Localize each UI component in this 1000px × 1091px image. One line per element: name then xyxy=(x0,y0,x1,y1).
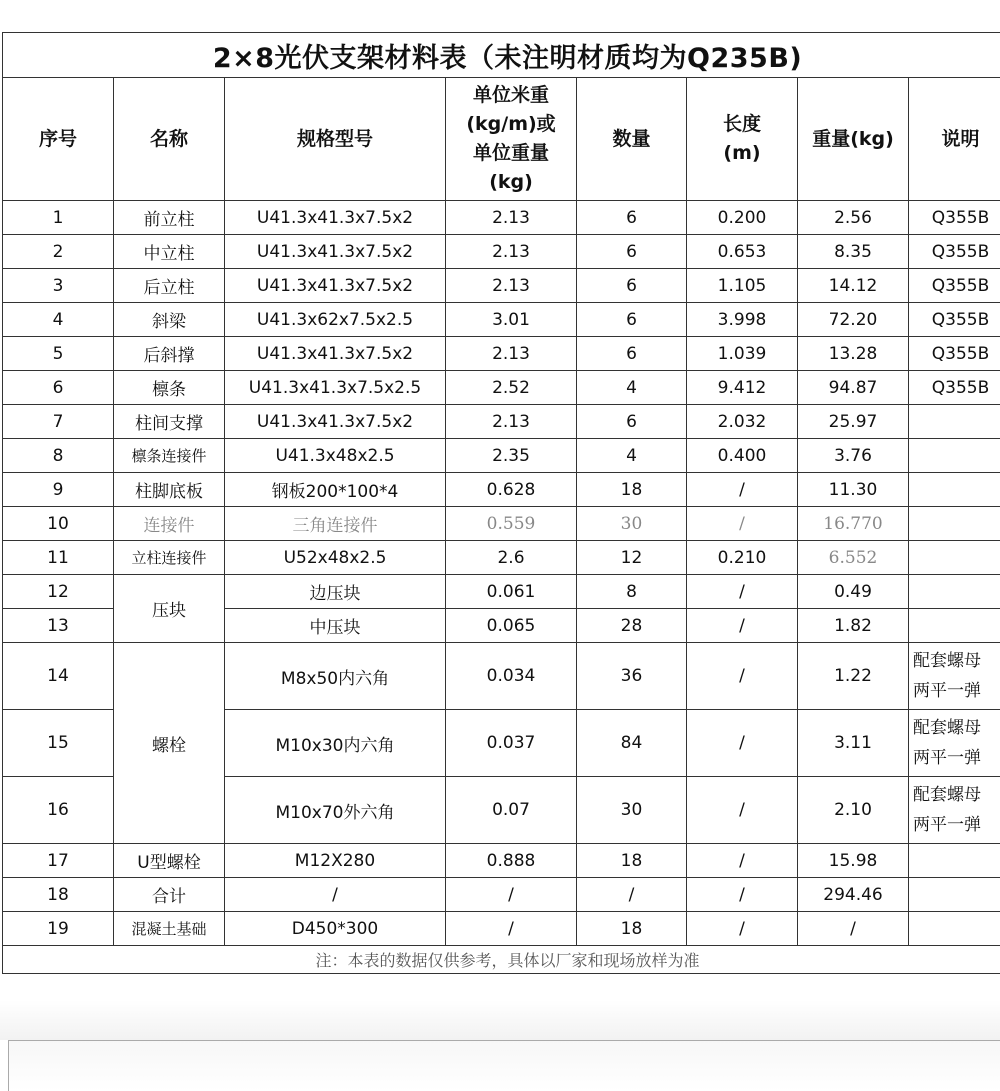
cell-weight: / xyxy=(798,912,909,946)
table-row xyxy=(3,643,1000,710)
cell-qty: 30 xyxy=(577,777,687,844)
cell-length: / xyxy=(687,609,798,643)
table-row xyxy=(3,371,1000,405)
cell-seq: 14 xyxy=(3,643,114,710)
cell-qty: 28 xyxy=(577,609,687,643)
cell-spec: U41.3x41.3x7.5x2 xyxy=(225,201,446,235)
cell-unit: 0.888 xyxy=(446,844,577,878)
cell-weight: 2.56 xyxy=(798,201,909,235)
cell-name: 后立柱 xyxy=(114,269,225,303)
cell-note: Q355B xyxy=(909,337,1000,371)
cell-name: 斜梁 xyxy=(114,303,225,337)
cell-qty: 4 xyxy=(577,371,687,405)
cell-spec: D450*300 xyxy=(225,912,446,946)
cell-name: 檩条 xyxy=(114,371,225,405)
header-unit-weight-line1: 单位米重 xyxy=(446,81,576,110)
cell-length: / xyxy=(687,473,798,507)
table-row xyxy=(3,235,1000,269)
header-spec: 规格型号 xyxy=(225,78,446,201)
cell-weight: 11.30 xyxy=(798,473,909,507)
cell-length: 0.200 xyxy=(687,201,798,235)
table-title: 2×8光伏支架材料表（未注明材质均为Q235B) xyxy=(3,33,1000,78)
cell-unit: 3.01 xyxy=(446,303,577,337)
cell-seq: 3 xyxy=(3,269,114,303)
cell-weight: 6.552 xyxy=(798,541,909,575)
cell-length: / xyxy=(687,844,798,878)
header-length-line2: (m) xyxy=(687,139,797,168)
cell-unit: 0.07 xyxy=(446,777,577,844)
cell-note xyxy=(909,643,1000,710)
cell-seq: 17 xyxy=(3,844,114,878)
cell-qty: 18 xyxy=(577,844,687,878)
table-row xyxy=(3,303,1000,337)
cell-unit: 0.037 xyxy=(446,710,577,777)
cell-unit: 2.13 xyxy=(446,405,577,439)
table-row xyxy=(3,439,1000,473)
cell-qty: 6 xyxy=(577,269,687,303)
cell-qty: 6 xyxy=(577,337,687,371)
table-row xyxy=(3,405,1000,439)
cell-unit: 0.061 xyxy=(446,575,577,609)
cell-unit: 2.13 xyxy=(446,235,577,269)
cell-length: / xyxy=(687,710,798,777)
cell-seq: 19 xyxy=(3,912,114,946)
cell-seq: 16 xyxy=(3,777,114,844)
table-row xyxy=(3,541,1000,575)
cell-length: 3.998 xyxy=(687,303,798,337)
note-line2: 两平一弹 xyxy=(913,810,1000,840)
cell-weight: 14.12 xyxy=(798,269,909,303)
page-gap xyxy=(0,1000,1000,1040)
cell-note xyxy=(909,777,1000,844)
table-row xyxy=(3,507,1000,541)
cell-unit: 0.065 xyxy=(446,609,577,643)
cell-note: Q355B xyxy=(909,269,1000,303)
cell-qty: 18 xyxy=(577,912,687,946)
cell-seq: 4 xyxy=(3,303,114,337)
table-row xyxy=(3,473,1000,507)
cell-spec: 中压块 xyxy=(225,609,446,643)
cell-weight: 2.10 xyxy=(798,777,909,844)
header-row xyxy=(3,78,1000,201)
cell-note xyxy=(909,844,1000,878)
header-unit-weight-line2: (kg/m)或 xyxy=(446,110,576,139)
cell-qty: 12 xyxy=(577,541,687,575)
cell-weight: 1.82 xyxy=(798,609,909,643)
cell-note xyxy=(909,575,1000,609)
cell-note: Q355B xyxy=(909,303,1000,337)
cell-spec: 三角连接件 xyxy=(225,507,446,541)
cell-name: 前立柱 xyxy=(114,201,225,235)
cell-name: 中立柱 xyxy=(114,235,225,269)
cell-weight: 16.770 xyxy=(798,507,909,541)
table-row xyxy=(3,575,1000,609)
cell-seq: 5 xyxy=(3,337,114,371)
cell-qty: 6 xyxy=(577,303,687,337)
cell-unit: 2.13 xyxy=(446,201,577,235)
cell-weight: 72.20 xyxy=(798,303,909,337)
table-row xyxy=(3,269,1000,303)
cell-name: 柱间支撑 xyxy=(114,405,225,439)
note-line2: 两平一弹 xyxy=(913,676,1000,706)
cell-name: U型螺栓 xyxy=(114,844,225,878)
cell-qty: 8 xyxy=(577,575,687,609)
cell-qty: 84 xyxy=(577,710,687,777)
cell-note: Q355B xyxy=(909,201,1000,235)
cell-qty: 30 xyxy=(577,507,687,541)
note-line1: 配套螺母 xyxy=(913,713,1000,743)
header-name: 名称 xyxy=(114,78,225,201)
cell-length: 1.105 xyxy=(687,269,798,303)
cell-weight: 0.49 xyxy=(798,575,909,609)
material-table-sheet xyxy=(2,32,1000,974)
cell-spec: U41.3x48x2.5 xyxy=(225,439,446,473)
cell-unit: 0.628 xyxy=(446,473,577,507)
cell-length: 9.412 xyxy=(687,371,798,405)
cell-note: Q355B xyxy=(909,235,1000,269)
cell-note xyxy=(909,507,1000,541)
cell-spec: U52x48x2.5 xyxy=(225,541,446,575)
table-footnote: 注：本表的数据仅供参考，具体以厂家和现场放样为准 xyxy=(3,946,1000,974)
header-unit-weight xyxy=(446,78,577,201)
cell-length: 0.210 xyxy=(687,541,798,575)
note-line2: 两平一弹 xyxy=(913,743,1000,773)
cell-name: 柱脚底板 xyxy=(114,473,225,507)
table-row xyxy=(3,201,1000,235)
cell-note xyxy=(909,878,1000,912)
table-row xyxy=(3,912,1000,946)
cell-weight: 3.76 xyxy=(798,439,909,473)
cell-spec: U41.3x41.3x7.5x2.5 xyxy=(225,371,446,405)
cell-spec: M8x50内六角 xyxy=(225,643,446,710)
cell-seq: 13 xyxy=(3,609,114,643)
cell-qty: 18 xyxy=(577,473,687,507)
table-row xyxy=(3,337,1000,371)
header-unit-weight-line4: (kg) xyxy=(446,168,576,197)
note-line1: 配套螺母 xyxy=(913,646,1000,676)
cell-weight: 13.28 xyxy=(798,337,909,371)
cell-spec: M12X280 xyxy=(225,844,446,878)
header-length xyxy=(687,78,798,201)
cell-weight: 25.97 xyxy=(798,405,909,439)
cell-qty: 6 xyxy=(577,405,687,439)
next-table-edge xyxy=(8,1040,1000,1091)
cell-unit: 2.52 xyxy=(446,371,577,405)
cell-name: 后斜撑 xyxy=(114,337,225,371)
cell-note xyxy=(909,912,1000,946)
cell-note xyxy=(909,439,1000,473)
cell-unit: / xyxy=(446,912,577,946)
header-length-line1: 长度 xyxy=(687,110,797,139)
cell-note xyxy=(909,609,1000,643)
cell-spec: M10x30内六角 xyxy=(225,710,446,777)
cell-name: 立柱连接件 xyxy=(114,541,225,575)
cell-name-merged: 压块 xyxy=(114,575,225,643)
table-row xyxy=(3,844,1000,878)
cell-weight: 15.98 xyxy=(798,844,909,878)
cell-note xyxy=(909,710,1000,777)
cell-weight: 3.11 xyxy=(798,710,909,777)
material-table xyxy=(2,32,1000,974)
cell-length: 2.032 xyxy=(687,405,798,439)
cell-note xyxy=(909,541,1000,575)
cell-seq: 2 xyxy=(3,235,114,269)
cell-length: / xyxy=(687,912,798,946)
cell-note: Q355B xyxy=(909,371,1000,405)
cell-length: 0.653 xyxy=(687,235,798,269)
cell-seq: 10 xyxy=(3,507,114,541)
cell-unit: 2.13 xyxy=(446,337,577,371)
cell-name: 檩条连接件 xyxy=(114,439,225,473)
cell-unit: 2.6 xyxy=(446,541,577,575)
cell-seq: 15 xyxy=(3,710,114,777)
cell-seq: 9 xyxy=(3,473,114,507)
cell-name: 连接件 xyxy=(114,507,225,541)
cell-spec: M10x70外六角 xyxy=(225,777,446,844)
cell-spec: U41.3x41.3x7.5x2 xyxy=(225,405,446,439)
cell-qty: 6 xyxy=(577,201,687,235)
cell-unit: / xyxy=(446,878,577,912)
cell-unit: 2.13 xyxy=(446,269,577,303)
cell-spec: U41.3x41.3x7.5x2 xyxy=(225,269,446,303)
cell-length: / xyxy=(687,643,798,710)
header-weight: 重量(kg) xyxy=(798,78,909,201)
cell-unit: 0.034 xyxy=(446,643,577,710)
cell-length: / xyxy=(687,777,798,844)
cell-spec: U41.3x41.3x7.5x2 xyxy=(225,235,446,269)
cell-spec: 钢板200*100*4 xyxy=(225,473,446,507)
cell-spec: 边压块 xyxy=(225,575,446,609)
cell-length: / xyxy=(687,878,798,912)
note-line1: 配套螺母 xyxy=(913,780,1000,810)
header-unit-weight-line3: 单位重量 xyxy=(446,139,576,168)
cell-seq: 6 xyxy=(3,371,114,405)
cell-seq: 18 xyxy=(3,878,114,912)
cell-seq: 12 xyxy=(3,575,114,609)
cell-spec: U41.3x41.3x7.5x2 xyxy=(225,337,446,371)
cell-weight: 294.46 xyxy=(798,878,909,912)
cell-spec: / xyxy=(225,878,446,912)
cell-weight: 1.22 xyxy=(798,643,909,710)
cell-spec: U41.3x62x7.5x2.5 xyxy=(225,303,446,337)
cell-qty: / xyxy=(577,878,687,912)
cell-weight: 94.87 xyxy=(798,371,909,405)
cell-unit: 2.35 xyxy=(446,439,577,473)
cell-name: 合计 xyxy=(114,878,225,912)
cell-name-merged: 螺栓 xyxy=(114,643,225,844)
header-seq: 序号 xyxy=(3,78,114,201)
cell-weight: 8.35 xyxy=(798,235,909,269)
header-qty: 数量 xyxy=(577,78,687,201)
cell-unit: 0.559 xyxy=(446,507,577,541)
cell-length: / xyxy=(687,507,798,541)
table-row-total xyxy=(3,878,1000,912)
cell-name: 混凝土基础 xyxy=(114,912,225,946)
cell-length: / xyxy=(687,575,798,609)
cell-qty: 4 xyxy=(577,439,687,473)
cell-seq: 11 xyxy=(3,541,114,575)
cell-qty: 36 xyxy=(577,643,687,710)
cell-seq: 8 xyxy=(3,439,114,473)
cell-note xyxy=(909,473,1000,507)
cell-length: 1.039 xyxy=(687,337,798,371)
cell-note xyxy=(909,405,1000,439)
cell-seq: 7 xyxy=(3,405,114,439)
cell-length: 0.400 xyxy=(687,439,798,473)
header-note: 说明 xyxy=(909,78,1000,201)
cell-seq: 1 xyxy=(3,201,114,235)
cell-qty: 6 xyxy=(577,235,687,269)
